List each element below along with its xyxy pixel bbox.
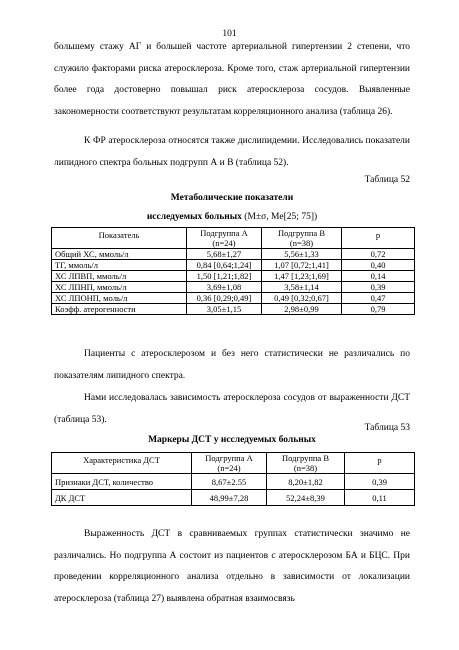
- table-cell: ХС ЛПНП, ммоль/л: [52, 282, 187, 293]
- table-cell: ДК ДСТ: [52, 490, 192, 506]
- table-cell: 0,40: [342, 260, 415, 271]
- header-subgroup-b-n: (n=38): [293, 463, 318, 473]
- header-subgroup-b-label: Подгруппа В: [281, 453, 329, 463]
- table-row: [52, 293, 415, 304]
- table-cell: Общий ХС, ммоль/л: [52, 249, 187, 260]
- table-row: [52, 271, 415, 282]
- paragraph-dst-dependency: Нами исследовалась зависимость атеросклероза сосудов от выраженности ДСТ (таблица 53).: [54, 393, 410, 425]
- table52-title-line1: Метаболические показатели: [170, 193, 294, 203]
- table-cell: 0,36 [0,29;0,49]: [187, 293, 262, 304]
- table-cell: 1,47 [1,23;1,69]: [262, 271, 342, 282]
- header-subgroup-b-label: Подгруппа В: [277, 228, 325, 238]
- table-cell: 1,50 [1,21;1,82]: [187, 271, 262, 282]
- table-cell: Коэфф. атерогенности: [52, 304, 187, 315]
- table-cell: 48,99±7,28: [192, 490, 267, 506]
- table-cell: 0,49 [0,32;0,67]: [262, 293, 342, 304]
- header-subgroup-a-n: (n=24): [217, 463, 241, 473]
- header-subgroup-a-label: Подгруппа А: [205, 453, 253, 463]
- table-cell: 0,84 [0,64;1,24]: [187, 260, 262, 271]
- paragraph-lipid-result: Пациенты с атеросклерозом и без него статистически не различались по показателям липидного спектра.: [54, 349, 410, 381]
- table52-header-p: p: [342, 228, 415, 249]
- paragraph-risk-factors: большему стажу АГ и большей частоте артериальной гипертензии 2 степени, что служило факторами риска атеросклероза. Кроме того, стаж артериальной гипертензии более года достоверно повышал риск атеросклероза сосудов. Выявленные закономерности соответствуют результатам корреляционного анализа (таблица 26).: [54, 42, 410, 117]
- paragraph-dst-expression: Выраженность ДСТ в сравниваемых группах статистически значимо не различались. Но подгруппа А состоит из пациентов с атеросклерозом БА и БЦС. При проведении корреляционного анализа отдельно в зависимости от локализации атеросклероза (таблица 27) выявлена обратная взаимосвязь: [54, 529, 410, 604]
- table53-header-row: [52, 453, 415, 474]
- table-cell: 0,47: [342, 293, 415, 304]
- table-cell: 5,68±1,27: [187, 249, 262, 260]
- table-cell: 2,98±0,99: [262, 304, 342, 315]
- table-row: [52, 304, 415, 315]
- table-cell: 0,72: [342, 249, 415, 260]
- table52-title-line2: [54, 212, 410, 222]
- table-cell: 0,11: [345, 490, 415, 506]
- table52-header-subgroup-b: [262, 228, 342, 249]
- table-cell: 0,14: [342, 271, 415, 282]
- table-cell: ХС ЛПОНП, моль/л: [52, 293, 187, 304]
- table-cell: Признаки ДСТ, количество: [52, 474, 192, 490]
- table-cell: 3,05±1,15: [187, 304, 262, 315]
- table52-header-subgroup-a: [187, 228, 262, 249]
- table-cell: 3,58±1,14: [262, 282, 342, 293]
- table52-title-stats: (M±σ, Me[25; 75]): [241, 212, 318, 222]
- table53-header-subgroup-a: [192, 453, 267, 474]
- table-row: [52, 282, 415, 293]
- page-number: 101: [222, 29, 237, 39]
- header-subgroup-b-n: (n=38): [289, 238, 314, 248]
- paragraph-dyslipidemia: К ФР атеросклероза относятся также дислипидемии. Исследовались показатели липидного спектра больных подгрупп А и В (таблица 52).: [54, 136, 410, 168]
- table-cell: 0,39: [345, 474, 415, 490]
- table-cell: 8,20±1,82: [267, 474, 345, 490]
- table53-header-p: p: [345, 453, 415, 474]
- table53: [51, 452, 415, 506]
- table-cell: 0,39: [342, 282, 415, 293]
- table-cell: 0,79: [342, 304, 415, 315]
- header-subgroup-a-n: (n=24): [212, 238, 236, 248]
- table-row: [52, 474, 415, 490]
- table-cell: 5,56±1,33: [262, 249, 342, 260]
- table-cell: 52,24±8,39: [267, 490, 345, 506]
- table-cell: 1,07 [0,72;1,41]: [262, 260, 342, 271]
- table-cell: 3,69±1,08: [187, 282, 262, 293]
- table53-header-subgroup-b: [267, 453, 345, 474]
- table-cell: ТГ, ммоль/л: [52, 260, 187, 271]
- header-subgroup-a-label: Подгруппа А: [200, 228, 248, 238]
- table-row: [52, 490, 415, 506]
- table52-header-row: [52, 228, 415, 249]
- table52-title-bold: исследуемых больных: [146, 212, 242, 222]
- table53-header-characteristic: Характеристика ДСТ: [52, 453, 192, 474]
- table-cell: 8,67±2.55: [192, 474, 267, 490]
- table53-title: Маркеры ДСТ у исследуемых больных: [148, 435, 316, 445]
- table-cell: ХС ЛПВП, ммоль/л: [52, 271, 187, 282]
- table52: [51, 227, 415, 315]
- table52-label: Таблица 52: [364, 175, 410, 185]
- table-row: [52, 260, 415, 271]
- table52-header-indicator: Показатель: [52, 228, 187, 249]
- table-row: [52, 249, 415, 260]
- table53-label: Таблица 53: [364, 423, 410, 433]
